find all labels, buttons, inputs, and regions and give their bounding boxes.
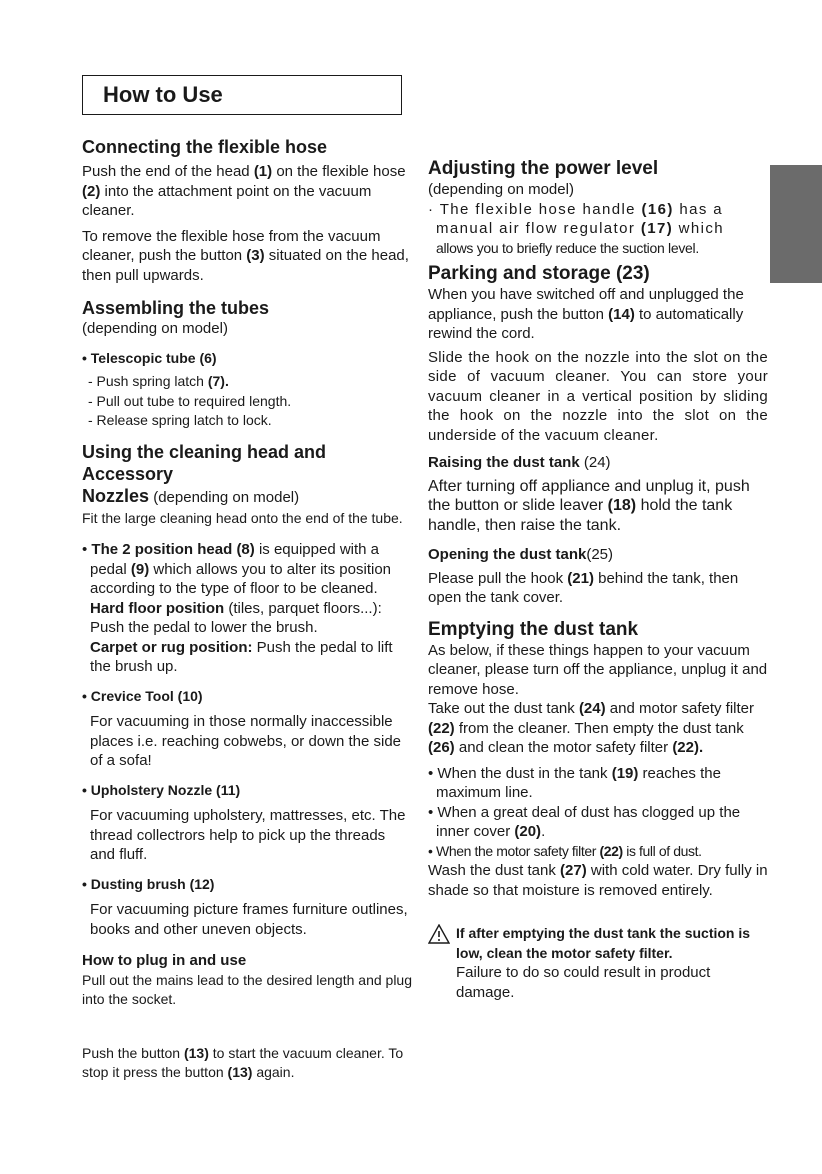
left-column [82, 136, 414, 1083]
warning-block [428, 924, 768, 1002]
section-title-box [82, 75, 402, 115]
hard-floor-text: Hard floor position (tiles, parquet floors...): Push the pedal to lower the brush. [90, 599, 382, 636]
section-title: How to Use [103, 82, 223, 107]
opening-heading: Opening the dust tank(25) [428, 546, 614, 563]
plug-text: Pull out the mains lead to the desired length and plug into the socket. [82, 971, 413, 1007]
connect-heading: Connecting the flexible hose [82, 137, 328, 157]
right-column [428, 157, 768, 1002]
emptying-paragraph-3: Wash the dust tank (27) with cold water. Dry fully in shade so that moisture is removed entirely. [428, 862, 768, 899]
opening-text: Please pull the hook (21) behind the tank, then open the tank cover. [428, 569, 739, 606]
parking-paragraph-2: Slide the hook on the nozzle into the slot on the side of vacuum cleaner. You can store your vacuum cleaner in a vertical position by sliding the hook on the nozzle into the slot on the underside of the vacuum cleaner. [428, 348, 768, 444]
tubes-subheading: (depending on model) [82, 320, 228, 337]
emptying-paragraph-2: Take out the dust tank (24) and motor safety filter (22) from the cleaner. Then empty the dust tank (26) and clean the motor safety filter (22). [428, 700, 755, 756]
tubes-step-2: - Pull out tube to required length. [88, 392, 292, 409]
emptying-bullet-2: • When a great deal of dust has clogged up the inner cover (20). [428, 803, 741, 840]
emptying-bullet-3: • When the motor safety filter (22) is full of dust. [428, 842, 702, 859]
dusting-text: For vacuuming picture frames furniture outlines, books and other uneven objects. [90, 901, 408, 938]
two-position-head-text: • The 2 position head (8) is equipped with a pedal (9) which allows you to alter its position according to the type of floor to be cleaned. [82, 541, 391, 597]
side-tab-marker [770, 165, 822, 283]
dusting-bullet: • Dusting brush (12) [82, 875, 215, 892]
power-text: · The flexible hose handle (16) has a manual air flow regulator (17) which [428, 200, 725, 237]
tubes-step-3: - Release spring latch to lock. [88, 412, 272, 428]
crevice-bullet: • Crevice Tool (10) [82, 687, 203, 704]
connect-paragraph-1: Push the end of the head (1) on the flexible hose (2) into the attachment point on the vacuum cleaner. [82, 163, 406, 219]
upholstery-bullet: • Upholstery Nozzle (11) [82, 781, 241, 798]
tubes-step-1: - Push spring latch (7). [88, 373, 229, 389]
parking-heading: Parking and storage (23) [428, 263, 650, 284]
warning-text: Failure to do so could result in product damage. [456, 964, 711, 1001]
power-text-small: allows you to briefly reduce the suction level. [436, 239, 699, 256]
upholstery-text: For vacuuming upholstery, mattresses, etc. The thread collectrors help to pick up the threads and fluff. [90, 807, 406, 863]
start-stop-text: Push the button (13) to start the vacuum cleaner. To stop it press the button (13) again. [82, 1044, 404, 1080]
raising-text: After turning off appliance and unplug it, push the button or slide leaver (18) hold the tank handle, then raise the tank. [428, 477, 750, 534]
cleaning-heading-line1: Using the cleaning head and Accessory [82, 441, 327, 484]
cleaning-heading-line2: Nozzles (depending on model) [82, 485, 300, 506]
cleaning-fit-text: Fit the large cleaning head onto the end of the tube. [82, 509, 403, 526]
warning-bold-text: If after emptying the dust tank the suction is low, clean the motor safety filter. [456, 925, 751, 961]
raising-heading: Raising the dust tank (24) [428, 454, 611, 471]
connect-paragraph-2: To remove the flexible hose from the vacuum cleaner, push the button (3) situated on the head, then pull upwards. [82, 227, 409, 284]
parking-paragraph-1: When you have switched off and unplugged the appliance, push the button (14) to automatically rewind the cord. [428, 286, 744, 342]
tubes-heading: Assembling the tubes [82, 298, 270, 318]
carpet-text: Carpet or rug position: Push the pedal to lift the brush up. [90, 638, 393, 675]
plug-heading: How to plug in and use [82, 952, 247, 969]
emptying-paragraph-1: As below, if these things happen to your vacuum cleaner, please turn off the appliance, unplug it and remove hose. [428, 641, 768, 698]
emptying-bullet-1: • When the dust in the tank (19) reaches the maximum line. [428, 764, 721, 801]
power-subheading: (depending on model) [428, 181, 574, 198]
tubes-bullet: • Telescopic tube (6) [82, 349, 217, 366]
warning-triangle-icon [428, 924, 450, 944]
crevice-text: For vacuuming in those normally inaccessible places i.e. reaching cobwebs, or down the side of a sofa! [90, 713, 402, 769]
power-heading: Adjusting the power level [428, 158, 659, 179]
emptying-heading: Emptying the dust tank [428, 618, 639, 640]
